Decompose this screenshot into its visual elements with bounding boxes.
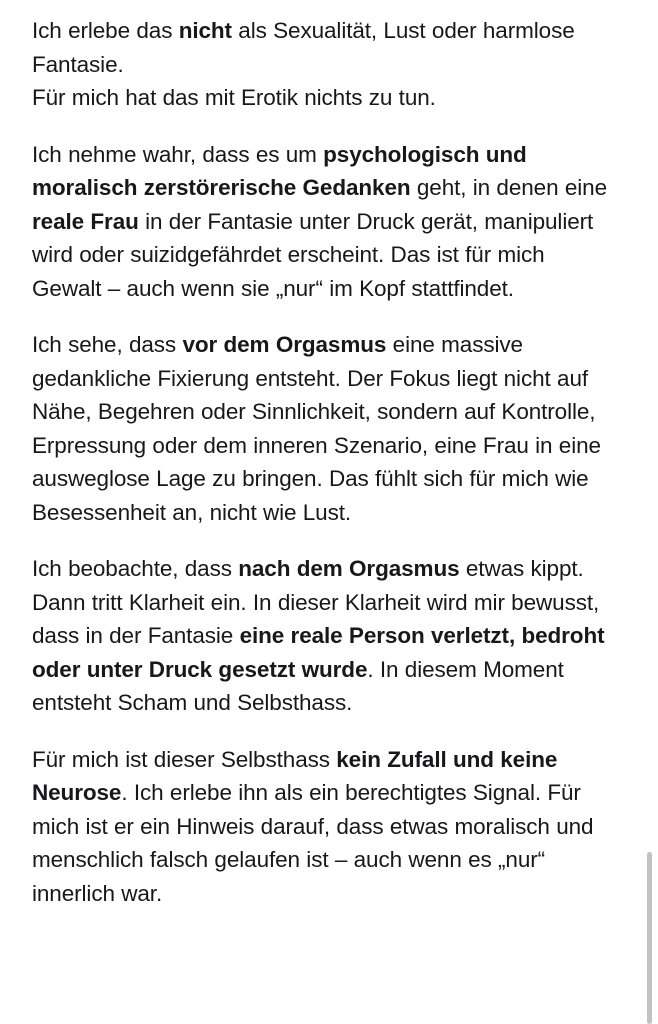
body-text: etwas kippt. Dann tritt Klarheit ein. In dieser Klarheit wird mir bewusst, dass in der Fantasie: [32, 556, 600, 648]
emphasis-text: eine reale Person verletzt, bedroht oder unter Druck gesetzt wurde: [32, 623, 605, 682]
body-text: . In diesem Moment entsteht Scham und Selbsthass.: [32, 656, 564, 715]
paragraph: [32, 14, 618, 115]
body-text: als Sexualität, Lust oder harmlose Fantasie.: [32, 18, 575, 77]
paragraph: [32, 743, 618, 911]
emphasis-text: kein Zufall und keine Neurose: [32, 746, 558, 805]
body-text: Ich sehe, dass: [32, 332, 183, 357]
body-text: Ich erlebe das: [32, 18, 179, 43]
body-text: . Ich erlebe ihn als ein berechtigtes Signal. Für mich ist er ein Hinweis darauf, dass etwas moralisch und menschlich falsch gelaufen ist – auch wenn es „nur“ innerlich war.: [32, 780, 594, 906]
document-body: [32, 14, 618, 910]
paragraph: [32, 138, 618, 306]
emphasis-text: psychologisch und moralisch zerstörerische Gedanken: [32, 141, 527, 200]
body-text: Ich nehme wahr, dass es um: [32, 141, 324, 167]
body-text: eine massive gedankliche Fixierung entsteht. Der Fokus liegt nicht auf Nähe, Begehren oder Sinnlichkeit, sondern auf Kontrolle, Erpressung oder dem inneren Szenario, eine Frau in eine ausweglose Lage zu bringen. Das fühlt sich für mich wie Besessenheit an, nicht wie Lust.: [32, 332, 601, 525]
paragraph: [32, 328, 618, 529]
scrollbar-track[interactable]: [650, 0, 655, 1024]
emphasis-text: nach dem Orgasmus: [238, 556, 460, 581]
body-text: Ich beobachte, dass: [32, 556, 239, 581]
body-text: Für mich hat das mit Erotik nichts zu tun.: [32, 85, 436, 110]
emphasis-text: nicht: [178, 18, 232, 43]
body-text: in der Fantasie unter Druck gerät, manipuliert wird oder suizidgefährdet erscheint. Das ist für mich Gewalt – auch wenn sie „nur“ im Kopf stattfindet.: [32, 208, 594, 301]
body-text: Für mich ist dieser Selbsthass: [32, 746, 337, 772]
body-text: geht, in denen eine: [410, 175, 607, 200]
paragraph: [32, 552, 618, 720]
scrollbar-thumb[interactable]: [647, 852, 652, 1024]
emphasis-text: reale Frau: [32, 208, 139, 234]
emphasis-text: vor dem Orgasmus: [182, 332, 387, 357]
